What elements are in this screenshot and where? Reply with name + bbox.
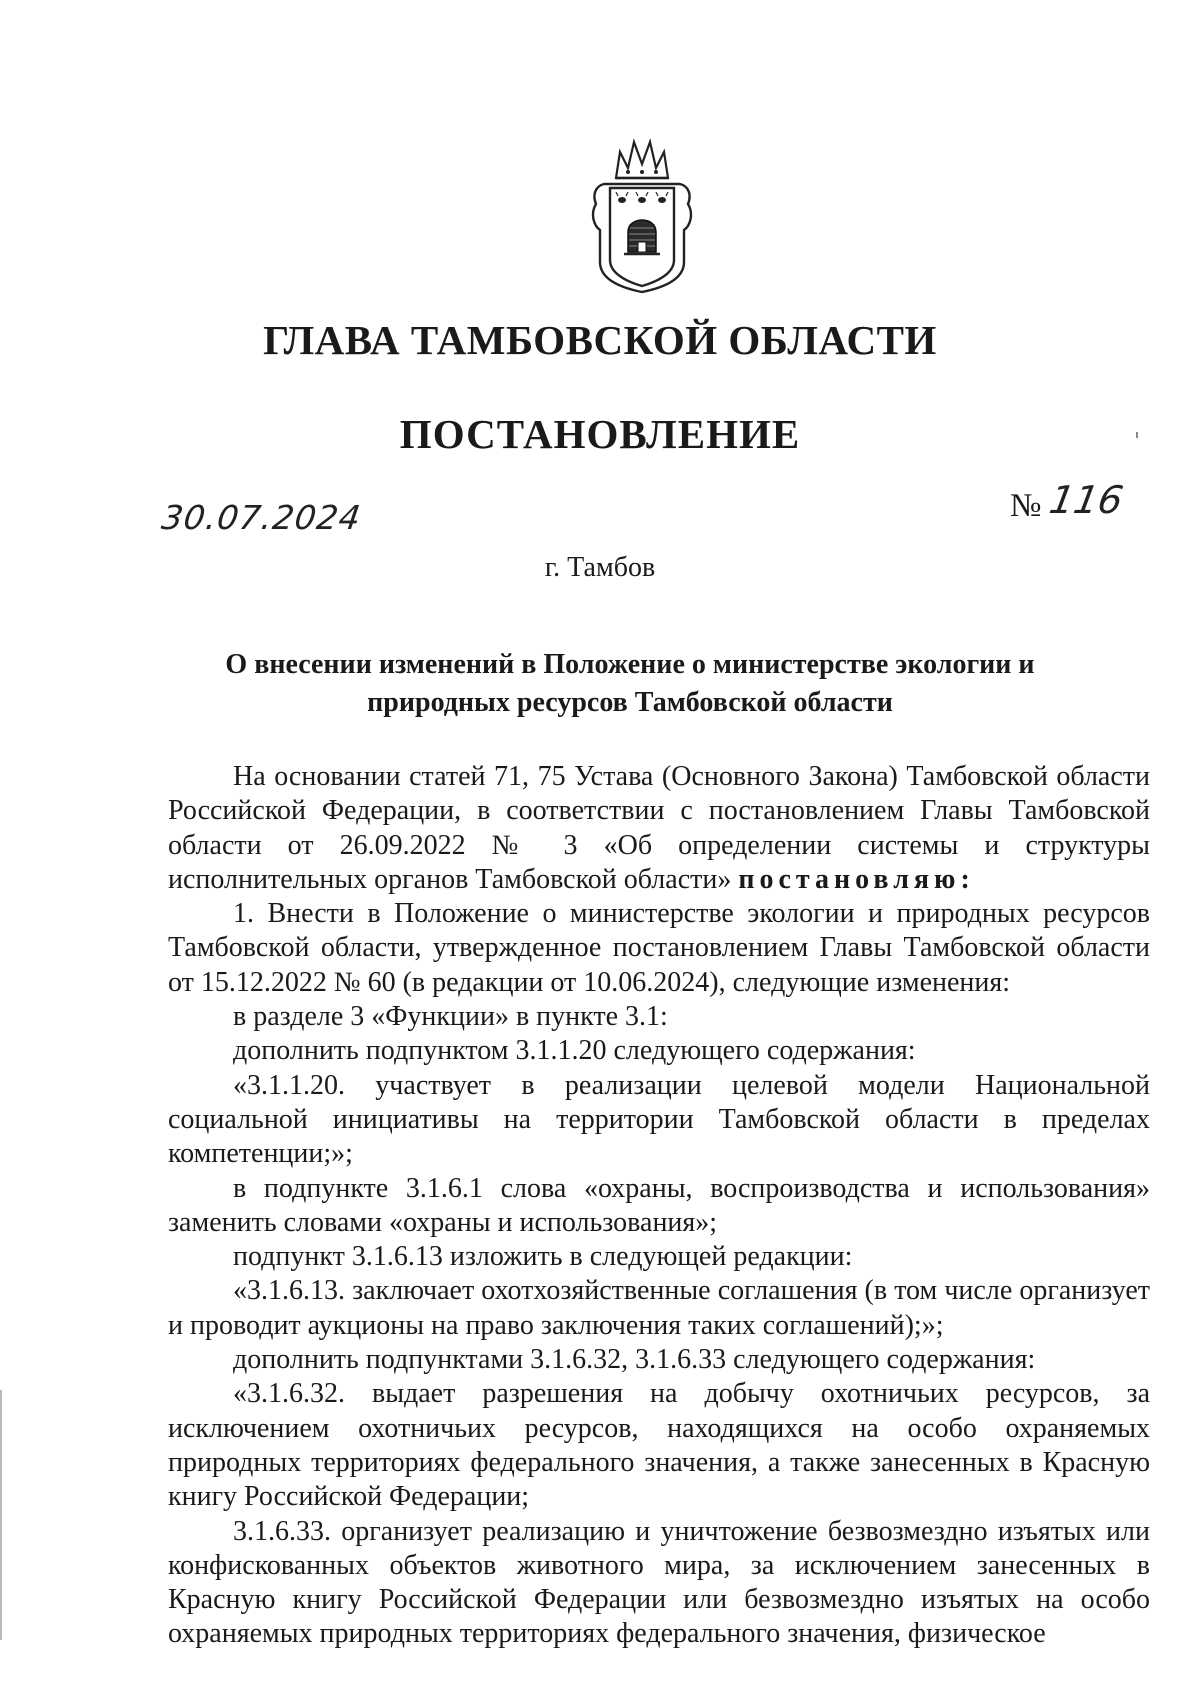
decree-word: постановляю: bbox=[738, 863, 975, 895]
number-label: № bbox=[1010, 488, 1042, 524]
paragraph-1: 1. Внести в Положение о министерстве экологии и природных ресурсов Тамбовской области, утвержденное постановлением Главы Тамбовской области от 15.12.2022 № 60 (в редакции от 10.06.2024), следующие изменения: bbox=[168, 898, 1150, 998]
tambov-coat-of-arms-icon bbox=[586, 134, 698, 294]
paragraph-7: «3.1.6.13. заключает охотхозяйственные соглашения (в том числе организует и проводит аукционы на право заключения таких соглашений);»; bbox=[168, 1275, 1150, 1341]
paragraph-2: в разделе 3 «Функции» в пункте 3.1: bbox=[233, 1001, 668, 1033]
scan-speck bbox=[1136, 432, 1138, 438]
paragraph-3: дополнить подпунктом 3.1.1.20 следующего содержания: bbox=[233, 1035, 916, 1067]
subject-line-2: природных ресурсов Тамбовской области bbox=[367, 687, 893, 718]
paragraph-10: 3.1.6.33. организует реализацию и уничтожение безвозмездно изъятых или конфискованных объектов животного мира, за исключением занесенных в Красную книгу Российской Федерации или безвозмездно изъятых на особо охраняемых природных территориях федерального значения, физическое bbox=[168, 1515, 1150, 1650]
subject-line-1: О внесении изменений в Положение о министерстве экологии и bbox=[225, 649, 1035, 680]
document-type-heading: ПОСТАНОВЛЕНИЕ bbox=[399, 411, 801, 457]
scan-edge-mark bbox=[0, 1390, 2, 1640]
authority-heading: ГЛАВА ТАМБОВСКОЙ ОБЛАСТИ bbox=[263, 317, 937, 363]
paragraph-9: «3.1.6.32. выдает разрешения на добычу охотничьих ресурсов, за исключением охотничьих ресурсов, находящихся на особо охраняемых природных территориях федерального значения, а также занесенных в Красную книгу Российской Федерации; bbox=[168, 1378, 1150, 1513]
intro-text: На основании статей 71, 75 Устава (Основного Закона) Тамбовской области Российской Федерации, в соответствии с постановлением Главы Тамбовской области от 26.09.2022 № 3 «Об определении системы и структуры исполнительных органов Тамбовской области» bbox=[168, 761, 1150, 895]
paragraph-6: подпункт 3.1.6.13 изложить в следующей редакции: bbox=[233, 1241, 853, 1273]
paragraph-intro bbox=[168, 760, 1150, 897]
handwritten-number: 116 bbox=[1046, 478, 1127, 522]
paragraph-8: дополнить подпунктами 3.1.6.32, 3.1.6.33 следующего содержания: bbox=[233, 1344, 1036, 1376]
document-body bbox=[168, 760, 1150, 1652]
paragraph-4: «3.1.1.20. участвует в реализации целевой модели Национальной социальной инициативы на территории Тамбовской области в пределах компетенции;»; bbox=[168, 1069, 1150, 1170]
document-subject bbox=[200, 646, 1060, 722]
paragraph-5: в подпункте 3.1.6.1 слова «охраны, воспроизводства и использования» заменить словами «охраны и использования»; bbox=[168, 1172, 1150, 1238]
city-line: г. Тамбов bbox=[544, 552, 656, 583]
handwritten-date: 30.07.2024 bbox=[159, 498, 364, 537]
